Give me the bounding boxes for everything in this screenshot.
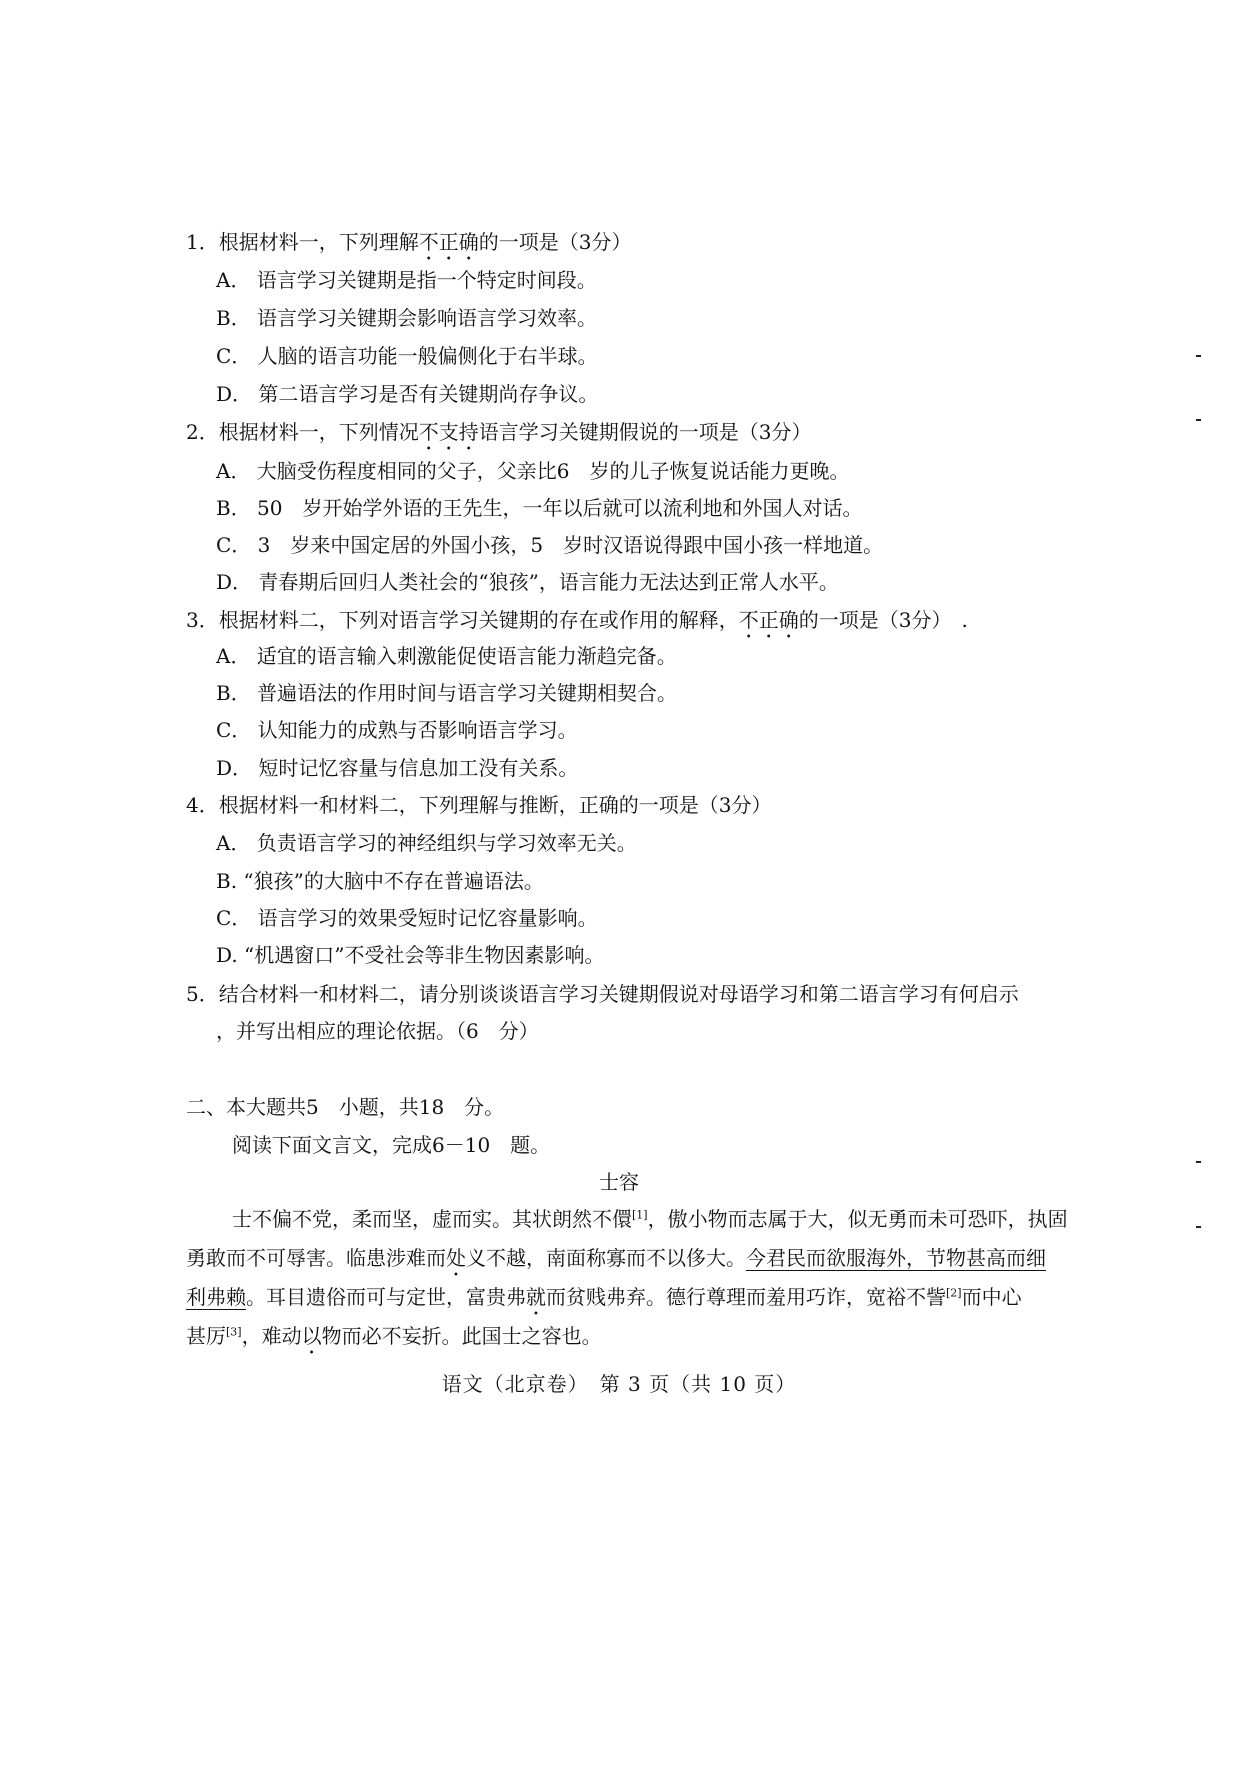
- question-1-option-b: B． 语言学习关键期会影响语言学习效率。: [216, 306, 598, 330]
- question-3-option-c: C． 认知能力的成熟与否影响语言学习。: [216, 718, 578, 742]
- passage-text: 义不越，南面称寡而不以侈大。: [466, 1246, 746, 1270]
- passage-text: 士不偏不党，柔而坚，虚而实。其状朗然不儇: [232, 1207, 632, 1231]
- question-5-stem-continued: ，并写出相应的理论依据。（6 分）: [216, 1019, 539, 1043]
- question-2-option-c: C． 3 岁来中国定居的外国小孩，5 岁时汉语说得跟中国小孩一样地道。: [216, 533, 884, 557]
- question-1-option-c: C． 人脑的语言功能一般偏侧化于右半球。: [216, 344, 598, 368]
- question-3-option-b: B． 普遍语法的作用时间与语言学习关键期相契合。: [216, 681, 678, 705]
- question-3-stem: [186, 606, 968, 643]
- passage-text: 勇敢而不可辱害。临患涉难而: [186, 1246, 446, 1270]
- passage-text: 物而必不妄折。此国士之容也。: [321, 1324, 602, 1348]
- passage-text: ，难动: [241, 1324, 302, 1348]
- passage-line-2: [186, 1244, 1046, 1281]
- scan-mark: [1196, 1161, 1201, 1163]
- footnote-marker-2: [2]: [946, 1286, 962, 1300]
- question-1-option-d: D． 第二语言学习是否有关键期尚存争议。: [216, 382, 599, 406]
- passage-text: ，傲小物而志属于大，似无勇而未可恐吓，执固: [647, 1207, 1068, 1231]
- question-1-stem-tail: 的一项是（3分）: [478, 230, 632, 254]
- passage-underlined-sentence: 今君民而欲服海外，节物甚高而细: [746, 1246, 1046, 1270]
- question-3-option-a: A． 适宜的语言输入刺激能促使语言能力渐趋完备。: [216, 644, 677, 668]
- scan-mark: [1196, 419, 1201, 421]
- question-2-option-b: B． 50 岁开始学外语的王先生，一年以后就可以流利地和外国人对话。: [216, 496, 863, 520]
- question-1-stem: [186, 228, 631, 265]
- passage-line-3: [186, 1283, 1022, 1320]
- passage-emphasis: 就: [526, 1285, 546, 1309]
- question-1-option-a: A． 语言学习关键期是指一个特定时间段。: [216, 268, 597, 292]
- question-3-option-d: D． 短时记忆容量与信息加工没有关系。: [216, 756, 579, 780]
- passage-underlined-sentence-end: 利弗赖: [186, 1285, 246, 1309]
- passage-title: 士容: [599, 1170, 639, 1194]
- question-1-stem-text: 1．根据材料一，下列理解: [186, 230, 419, 254]
- scan-mark: [1196, 355, 1201, 357]
- footnote-marker-1: [1]: [632, 1208, 648, 1222]
- passage-emphasis: 处: [446, 1246, 466, 1270]
- passage-text: 甚厉: [186, 1324, 226, 1348]
- question-1-emphasis: 不正确: [418, 230, 479, 254]
- question-4-option-d: D. “机遇窗口”不受社会等非生物因素影响。: [216, 943, 605, 967]
- question-4-option-a: A． 负责语言学习的神经组织与学习效率无关。: [216, 831, 637, 855]
- question-2-emphasis: 不支持: [418, 420, 479, 444]
- question-2-stem-tail: 语言学习关键期假说的一项是（3分）: [478, 420, 812, 444]
- footnote-marker-3: [3]: [226, 1325, 242, 1339]
- section-2-instruction: 阅读下面文言文，完成6－10 题。: [232, 1133, 551, 1157]
- question-2-option-d: D． 青春期后回归人类社会的“狼孩”，语言能力无法达到正常人水平。: [216, 570, 839, 594]
- passage-line-4: [186, 1322, 602, 1359]
- passage-line-1: [232, 1205, 1068, 1233]
- question-3-stem-tail: 的一项是（3分） .: [798, 608, 968, 632]
- passage-text: 而中心: [961, 1285, 1022, 1309]
- section-2-heading: 二、本大题共5 小题，共18 分。: [186, 1095, 505, 1119]
- passage-text: 而贫贱弗弃。德行尊理而羞用巧诈，宽裕不訾: [546, 1285, 946, 1309]
- page-footer: 语文（北京卷） 第 3 页（共 10 页）: [441, 1372, 797, 1396]
- question-4-stem: [186, 791, 771, 819]
- passage-emphasis: 以: [301, 1324, 322, 1348]
- question-4-option-c: C． 语言学习的效果受短时记忆容量影响。: [216, 906, 598, 930]
- question-2-option-a: A． 大脑受伤程度相同的父子，父亲比6 岁的儿子恢复说话能力更晚。: [216, 459, 850, 483]
- question-4-stem-text: 4．根据材料一和材料二，下列理解与推断，正确的一项是（3分）: [186, 793, 772, 817]
- question-2-stem-text: 2．根据材料一，下列情况: [186, 420, 419, 444]
- passage-text: 。耳目遗俗而可与定世，富贵弗: [246, 1285, 526, 1309]
- question-3-stem-text: 3．根据材料二，下列对语言学习关键期的存在或作用的解释，: [186, 608, 739, 632]
- question-2-stem: [186, 418, 811, 455]
- question-3-emphasis: 不正确: [738, 608, 799, 632]
- scan-mark: [1196, 1226, 1201, 1228]
- question-5-stem: 5．结合材料一和材料二，请分别谈谈语言学习关键期假说对母语学习和第二语言学习有何启示: [186, 982, 1019, 1006]
- question-4-option-b: B. “狼孩”的大脑中不存在普遍语法。: [216, 869, 544, 893]
